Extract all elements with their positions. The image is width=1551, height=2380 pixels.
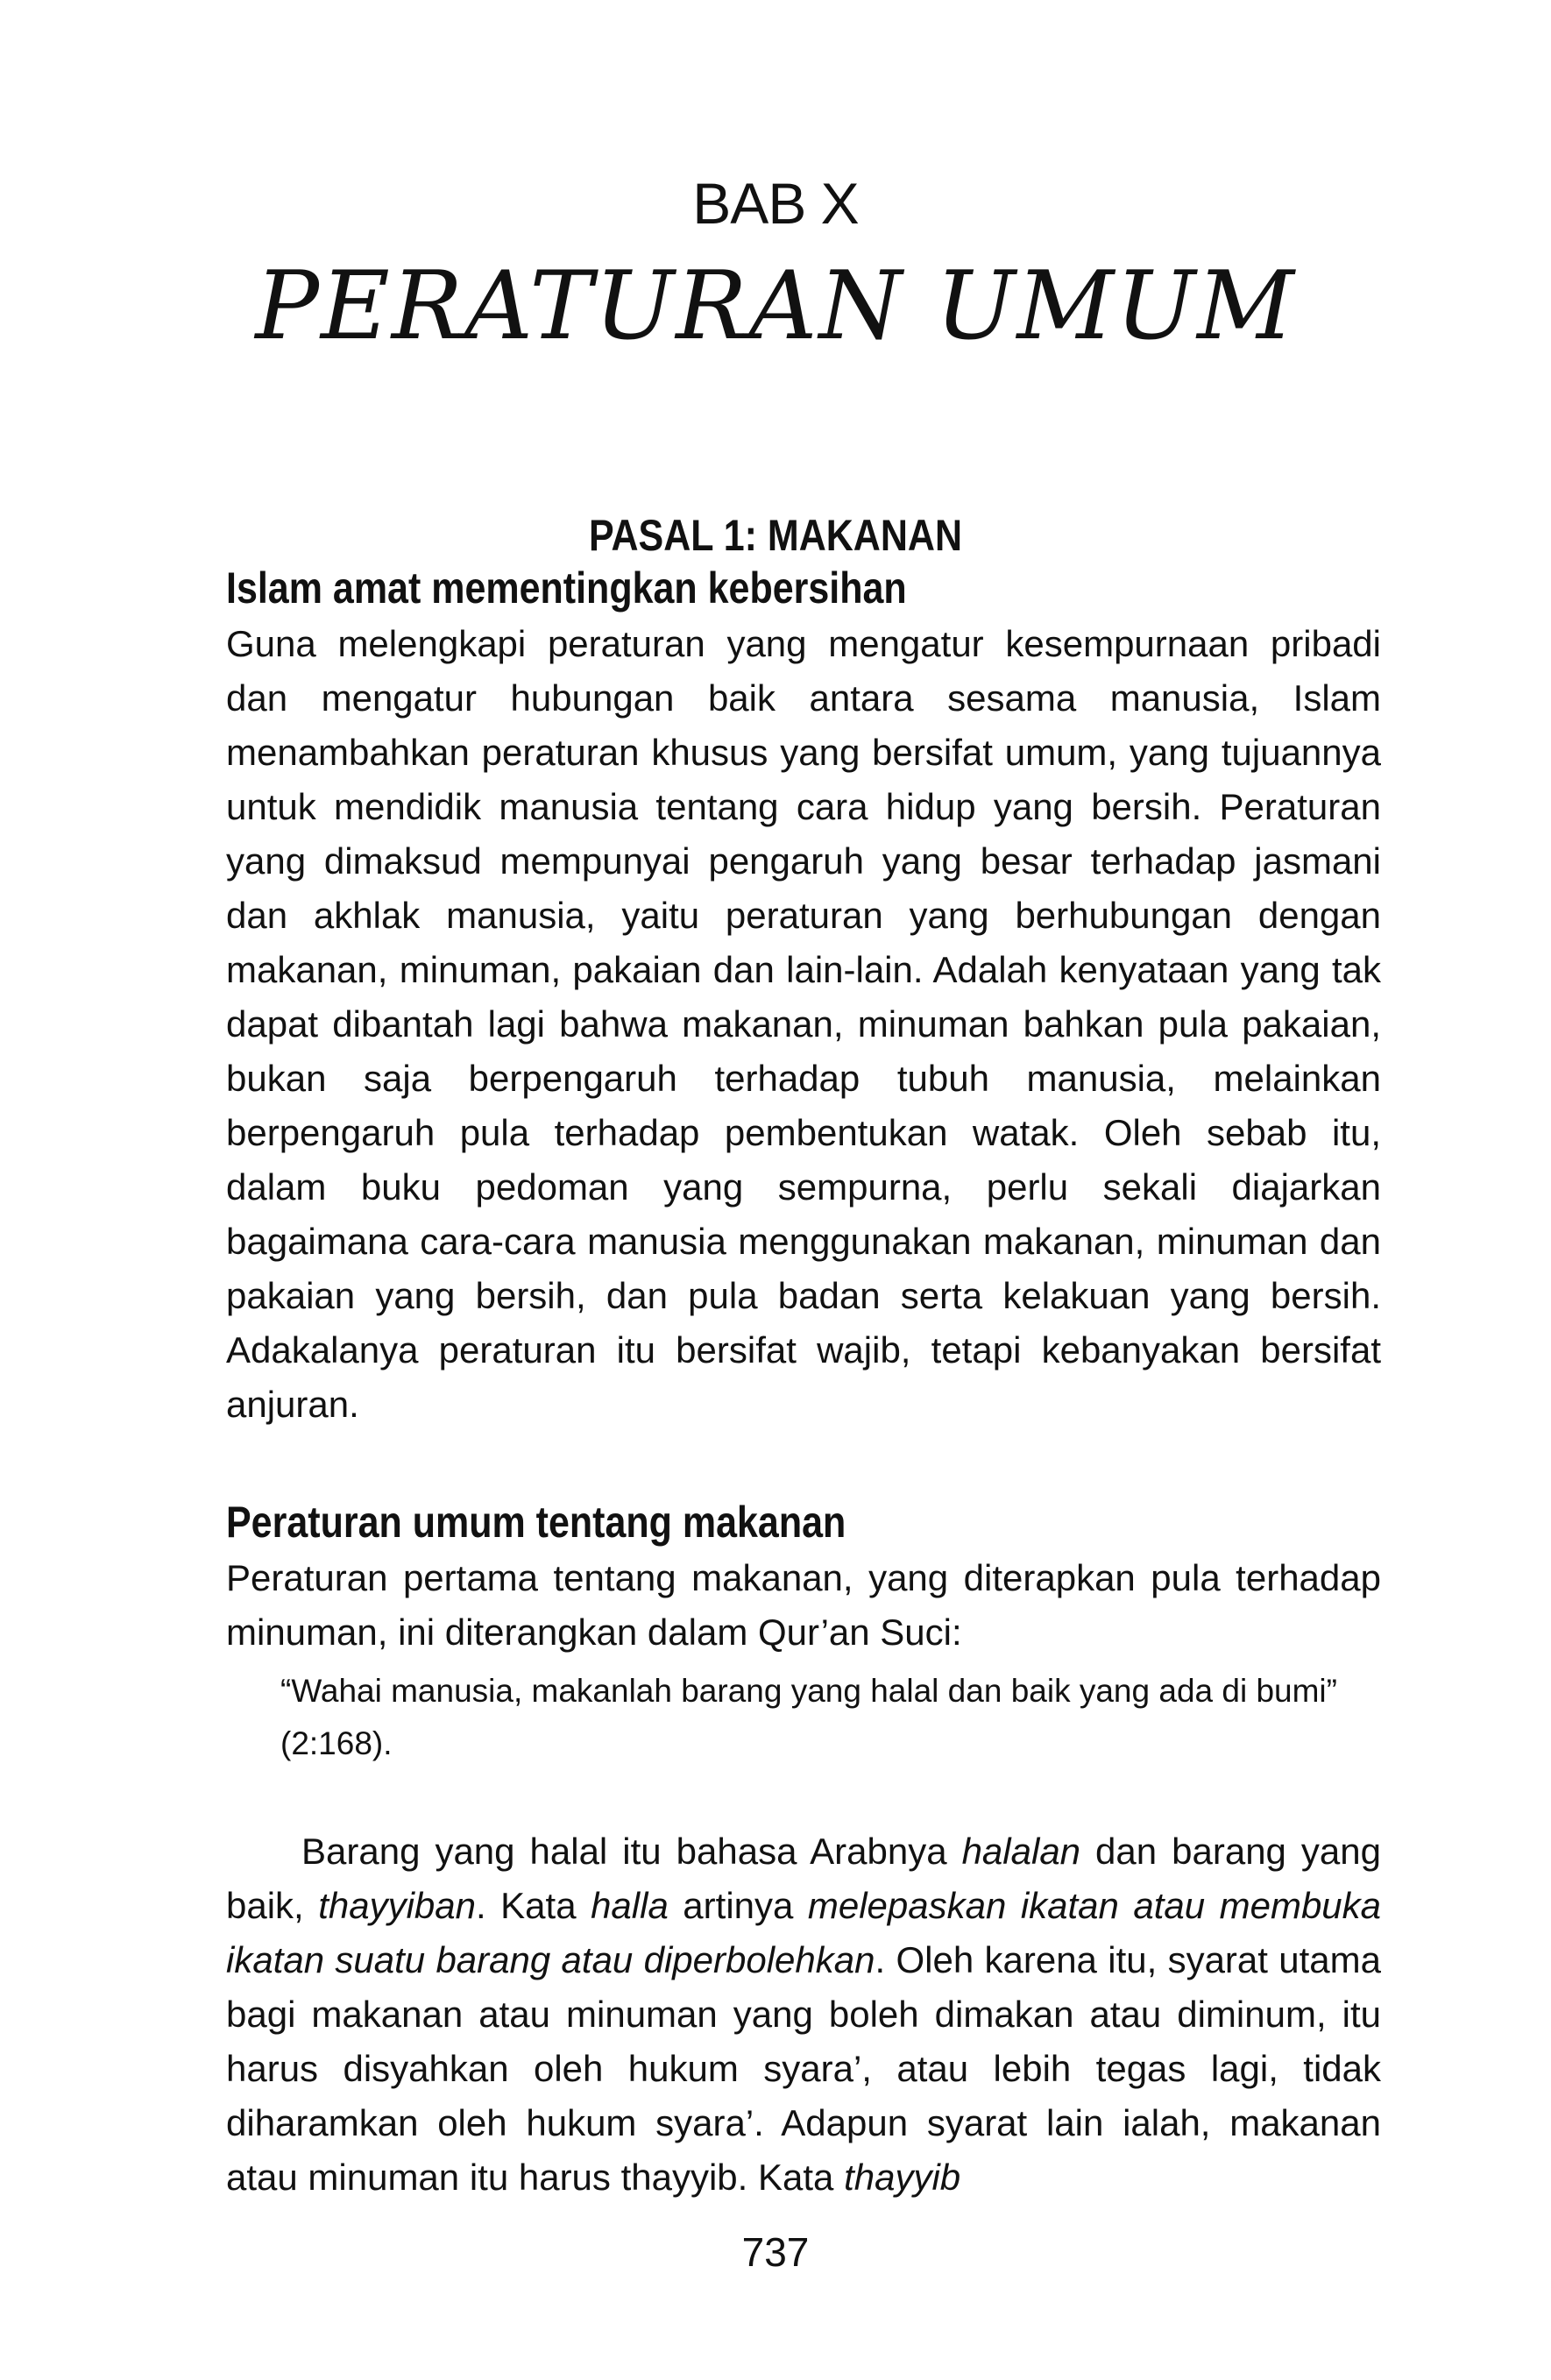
subheading-peraturan-makanan: Peraturan umum tentang makanan [226,1498,846,1547]
chapter-label: BAB X [692,171,859,236]
subheading-kebersihan: Islam amat mementingkan kebersihan [226,563,907,613]
term-meaning: melepaskan ikatan atau membuka ikatan suatu barang atau diperbolehkan [226,1885,1382,1980]
page-number: 737 [741,2229,810,2275]
term-halla: halla [591,1885,669,1926]
chapter-title: PERATURAN UMUM [255,251,1296,361]
term-halalan: halalan [961,1831,1081,1872]
para-text-1: Barang yang halal itu bahasa Arabnya [301,1831,962,1872]
term-thayyiban: thayyiban [318,1885,477,1926]
term-thayyib: thayyib [844,2157,961,2198]
section-title: PASAL 1: MAKANAN [588,511,963,560]
para-text-2: dan barang yang baik, [226,1831,1382,1926]
quran-quote: “Wahai manusia, makanlah barang yang halal dan baik yang ada di bumi” (2:168). [280,1673,1337,1761]
para-text-3: . Kata [476,1885,591,1926]
paragraph-kebersihan: Guna melengkapi peraturan yang mengatur kesempurnaan pribadi dan mengatur hubungan baik antara sesama manusia, Islam menambahkan peraturan khusus yang bersifat umum, yang tujuannya untuk mendidik manusia tentang cara hidup yang bersih. Peraturan yang dimaksud mempunyai pengaruh yang besar terhadap jasmani dan akhlak manusia, yaitu peraturan yang berhubungan dengan makanan, minuman, pakaian dan lain-lain. Adalah kenyataan yang tak dapat dibantah lagi bahwa makanan, minuman bahkan pula pakaian, bukan saja berpengaruh terhadap tubuh manusia, melainkan berpengaruh pula terhadap pembentukan watak. Oleh sebab itu, dalam buku pedoman yang sempurna, perlu sekali diajarkan bagaimana cara-cara manusia menggunakan makanan, minuman dan pakaian yang bersih, dan pula badan serta kelakuan yang bersih. Adakalanya peraturan itu bersifat wajib, tetapi kebanyakan bersifat anjuran. [226,623,1381,1425]
paragraph-halal-thayyib [226,1824,1381,2205]
paragraph-intro-makanan: Peraturan pertama tentang makanan, yang diterapkan pula terhadap minuman, ini diterangkan dalam Qur’an Suci: [226,1557,1381,1653]
para-text-5: . Oleh karena itu, syarat utama bagi makanan atau minuman yang boleh dimakan atau diminum, itu harus disyahkan oleh hukum syara’, atau lebih tegas lagi, tidak diharamkan oleh hukum syara’. Adapun syarat lain ialah, makanan atau minuman itu harus thayyib. Kata [226,1939,1381,2198]
para-text-4: artinya [668,1885,808,1926]
